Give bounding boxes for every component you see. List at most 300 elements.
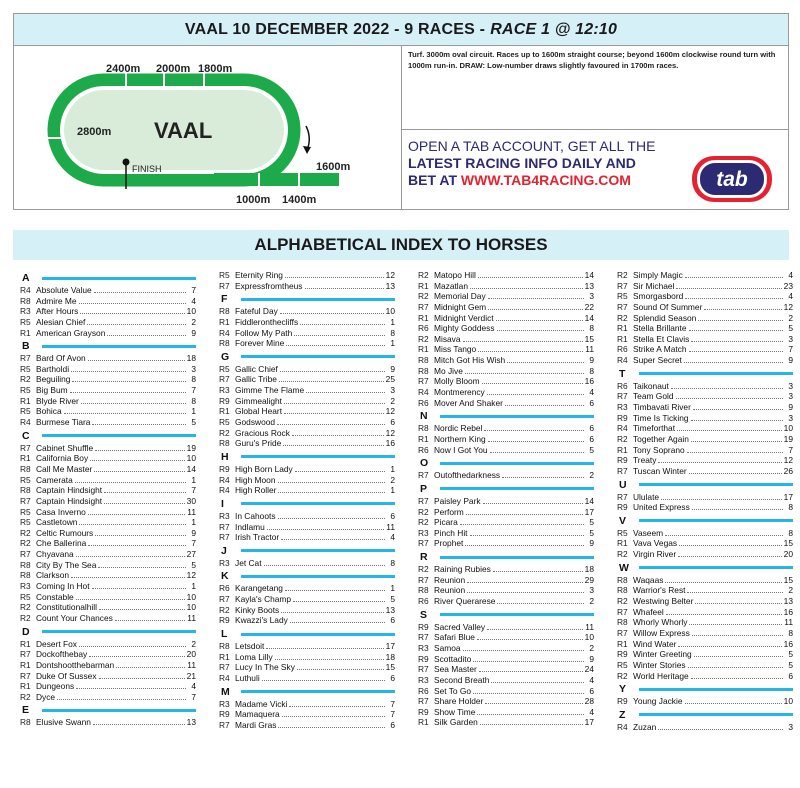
horse-number: 20: [783, 549, 793, 560]
leader-dots: [280, 308, 384, 314]
horse-name: Willow Express: [633, 627, 690, 638]
letter-divider: [42, 434, 196, 437]
horse-name: Reunion: [434, 574, 466, 585]
letter-heading: [219, 498, 395, 510]
horse-entry: [219, 281, 395, 292]
leader-dots: [671, 383, 783, 389]
horse-entry: [20, 639, 196, 650]
horse-entry: [617, 302, 793, 313]
leader-dots: [300, 319, 385, 325]
leader-dots: [467, 587, 584, 593]
leader-dots: [70, 387, 186, 393]
race-code: R4: [219, 672, 230, 683]
horse-entry: [219, 583, 395, 594]
horse-name: Letsdoit: [235, 641, 265, 652]
horse-entry: [418, 398, 594, 409]
horse-number: 5: [788, 659, 793, 670]
leader-dots: [278, 477, 385, 483]
horse-entry: [418, 423, 594, 434]
horse-number: 18: [584, 564, 594, 575]
horse-name: Guru's Pride: [235, 438, 282, 449]
horse-name: Second Breath: [434, 674, 490, 685]
horse-name: High Roller: [235, 485, 277, 496]
race-code: R5: [20, 406, 31, 417]
horse-entry: [418, 376, 594, 387]
leader-dots: [305, 283, 384, 289]
letter-heading: [20, 626, 196, 638]
horse-number: 13: [385, 604, 395, 615]
horse-number: 1: [191, 474, 196, 485]
horse-entry: [418, 585, 594, 596]
race-code: R8: [20, 485, 31, 496]
leader-dots: [116, 662, 185, 668]
leader-dots: [306, 387, 385, 393]
horse-name: Absolute Value: [36, 285, 92, 295]
race-code: R9: [617, 649, 628, 660]
horse-number: 1: [191, 581, 196, 592]
horse-number: 17: [385, 641, 395, 652]
race-code: R1: [219, 406, 230, 417]
leader-dots: [76, 551, 185, 557]
horse-entry: [617, 334, 793, 345]
horse-entry: [219, 417, 395, 428]
race-code: R9: [418, 653, 429, 664]
horse-number: 19: [783, 433, 793, 444]
index-column-1: [20, 270, 196, 728]
letter-label: G: [221, 350, 230, 363]
horse-name: High Moon: [235, 474, 276, 485]
horse-number: 14: [584, 495, 594, 506]
horse-number: 7: [390, 709, 395, 720]
race-code: R7: [418, 301, 429, 312]
race-code: R1: [418, 717, 429, 728]
race-code: R2: [219, 427, 230, 438]
leader-dots: [294, 330, 385, 336]
horse-number: 5: [191, 559, 196, 570]
letter-label: L: [221, 628, 228, 641]
horse-name: Ululate: [633, 491, 660, 502]
horse-entry: [219, 605, 395, 616]
letter-divider: [241, 502, 395, 505]
race-code: R4: [219, 327, 230, 338]
horse-number: 17: [783, 491, 793, 502]
leader-dots: [694, 651, 783, 657]
leader-dots: [488, 304, 583, 310]
race-code: R8: [219, 641, 230, 652]
horse-entry: [219, 464, 395, 475]
leader-dots: [465, 368, 584, 374]
race-code: R8: [20, 717, 31, 728]
race-code: R6: [418, 444, 429, 455]
race-code: R9: [617, 696, 628, 707]
letter-label: A: [22, 272, 30, 284]
horse-name: Silk Garden: [434, 717, 478, 728]
horse-name: Mover And Shaker: [434, 397, 503, 408]
leader-dots: [493, 566, 583, 572]
leader-dots: [104, 498, 185, 504]
leader-dots: [507, 357, 584, 363]
horse-name: Time Is Ticking: [633, 412, 689, 423]
race-code: R5: [20, 316, 31, 327]
leader-dots: [689, 325, 783, 331]
horse-name: Big Bum: [36, 385, 68, 396]
leader-dots: [292, 430, 384, 436]
horse-name: Camerata: [36, 474, 73, 485]
horse-entry: [20, 485, 196, 496]
letter-label: C: [22, 429, 30, 442]
leader-dots: [665, 577, 781, 583]
leader-dots: [115, 615, 185, 621]
horse-number: 4: [788, 270, 793, 280]
letter-label: R: [420, 551, 428, 564]
letter-label: J: [221, 544, 227, 557]
horse-number: 7: [191, 285, 196, 295]
letter-label: N: [420, 410, 428, 423]
horse-number: 10: [584, 632, 594, 643]
horse-entry: [418, 323, 594, 334]
info-panel: [402, 46, 788, 210]
horse-entry: [418, 291, 594, 302]
race-header-panel: [13, 13, 789, 210]
horse-entry: [418, 517, 594, 528]
horse-entry: [418, 507, 594, 518]
race-code: R1: [418, 344, 429, 355]
horse-number: 3: [788, 333, 793, 344]
horse-name: Dontshootthebarman: [36, 659, 115, 670]
horse-entry: [219, 709, 395, 720]
horse-number: 14: [186, 463, 196, 474]
leader-dots: [267, 524, 385, 530]
leader-dots: [691, 336, 783, 342]
horse-number: 6: [589, 685, 594, 696]
leader-dots: [482, 378, 583, 384]
letter-label: Z: [619, 708, 626, 721]
horse-number: 15: [783, 538, 793, 549]
horse-entry: [219, 641, 395, 652]
horse-entry: [617, 344, 793, 355]
leader-dots: [262, 675, 385, 681]
horse-name: Share Holder: [434, 696, 484, 707]
horse-entry: [219, 438, 395, 449]
horse-name: Timeforthat: [633, 423, 676, 434]
horse-name: Mitch Got His Wish: [434, 355, 506, 366]
letter-label: T: [619, 367, 626, 380]
race-code: R1: [20, 681, 31, 692]
horse-entry: [219, 374, 395, 385]
race-code: R2: [20, 527, 31, 538]
track-diagram: [14, 46, 402, 210]
horse-entry: [20, 475, 196, 486]
horse-name: Captain Hindsight: [36, 495, 103, 506]
horse-number: 15: [385, 662, 395, 673]
horse-name: Follow My Path: [235, 327, 293, 338]
horse-number: 2: [191, 638, 196, 649]
horse-entry: [617, 549, 793, 560]
horse-entry: [219, 720, 395, 731]
horse-number: 3: [390, 385, 395, 396]
leader-dots: [95, 530, 186, 536]
horse-entry: [418, 470, 594, 481]
horse-entry: [617, 585, 793, 596]
horse-name: Loma Lilly: [235, 651, 273, 662]
tab-logo-text: tab: [716, 168, 748, 191]
horse-number: 2: [589, 596, 594, 607]
race-code: R6: [418, 596, 429, 607]
horse-entry: [219, 673, 395, 684]
horse-name: Set To Go: [434, 685, 472, 696]
leader-dots: [76, 683, 186, 689]
leader-dots: [280, 366, 385, 372]
race-code: R1: [418, 280, 429, 291]
horse-entry: [219, 317, 395, 328]
horse-number: 12: [385, 270, 395, 280]
leader-dots: [88, 509, 185, 515]
horse-entry: [617, 391, 793, 402]
horse-number: 8: [788, 627, 793, 638]
leader-dots: [76, 594, 185, 600]
horse-entry: [20, 507, 196, 518]
leader-dots: [285, 585, 385, 591]
horse-number: 8: [390, 557, 395, 568]
race-code: R2: [20, 374, 31, 385]
horse-number: 5: [390, 594, 395, 605]
leader-dots: [478, 272, 583, 278]
race-code: R8: [219, 306, 230, 317]
race-code: R1: [219, 316, 230, 327]
horse-name: Constitutionalhill: [36, 602, 97, 613]
horse-name: Fateful Day: [235, 306, 278, 317]
race-code: R8: [219, 438, 230, 449]
horse-number: 17: [584, 717, 594, 728]
horse-name: Gallic Tribe: [235, 374, 277, 385]
horse-name: Coming In Hot: [36, 581, 90, 592]
horse-number: 1: [390, 338, 395, 349]
track-map: [14, 46, 402, 210]
horse-number: 11: [187, 506, 196, 517]
leader-dots: [88, 540, 186, 546]
horse-name: Vava Vegas: [633, 538, 678, 549]
race-code: R7: [418, 664, 429, 675]
horse-entry: [20, 296, 196, 307]
horse-name: Reunion: [434, 585, 466, 596]
horse-name: Show Time: [434, 706, 476, 717]
horse-number: 15: [783, 574, 793, 585]
race-code: R2: [418, 564, 429, 575]
horse-number: 8: [390, 327, 395, 338]
horse-number: 2: [390, 474, 395, 485]
horse-entry: [617, 455, 793, 466]
race-code: R7: [617, 391, 628, 402]
horse-name: High Born Lady: [235, 463, 293, 474]
label-finish: FINISH: [132, 164, 162, 174]
horse-number: 29: [584, 574, 594, 585]
letter-divider: [639, 519, 793, 522]
horse-number: 18: [385, 651, 395, 662]
race-code: R1: [617, 333, 628, 344]
race-code: R1: [617, 538, 628, 549]
horse-entry: [617, 538, 793, 549]
label-1400m: 1400m: [282, 194, 317, 206]
letter-heading: [219, 545, 395, 557]
horse-name: Forever Mine: [235, 338, 285, 349]
horse-number: 4: [390, 532, 395, 543]
race-code: R7: [617, 280, 628, 291]
horse-name: Midnight Verdict: [434, 312, 494, 323]
horse-name: Warrior's Rest: [633, 585, 686, 596]
horse-entry: [20, 549, 196, 560]
leader-dots: [488, 436, 584, 442]
race-code: R7: [418, 376, 429, 387]
horse-name: Midnight Gem: [434, 301, 487, 312]
leader-dots: [687, 587, 783, 593]
horse-number: 10: [186, 591, 196, 602]
letter-label: B: [22, 340, 30, 353]
horse-entry: [219, 306, 395, 317]
horse-entry: [418, 528, 594, 539]
horse-name: California Boy: [36, 453, 89, 464]
horse-number: 5: [589, 444, 594, 455]
race-code: R8: [418, 423, 429, 434]
leader-dots: [282, 711, 385, 717]
horse-name: Captain Hindsight: [36, 485, 103, 496]
letter-label: I: [221, 497, 224, 510]
leader-dots: [295, 466, 385, 472]
horse-name: Sacred Valley: [434, 621, 486, 632]
horse-number: 7: [788, 344, 793, 355]
race-code: R8: [617, 574, 628, 585]
horse-number: 12: [186, 570, 196, 581]
horse-name: Gimmealight: [235, 395, 283, 406]
horse-number: 6: [390, 719, 395, 730]
promo-line-2: LATEST RACING INFO DAILY AND: [408, 155, 636, 171]
horse-number: 3: [589, 585, 594, 596]
horse-entry: [219, 406, 395, 417]
horse-number: 6: [390, 615, 395, 626]
horse-name: Raining Rubies: [434, 564, 491, 575]
horse-entry: [20, 681, 196, 692]
horse-entry: [617, 575, 793, 586]
horse-name: City By The Sea: [36, 559, 97, 570]
horse-name: Pinch Hit: [434, 527, 468, 538]
letter-label: D: [22, 625, 30, 638]
letter-divider: [440, 556, 594, 559]
letter-label: P: [420, 482, 428, 495]
horse-name: Team Gold: [633, 391, 674, 402]
leader-dots: [264, 560, 385, 566]
leader-dots: [484, 425, 584, 431]
race-code: R4: [219, 485, 230, 496]
race-code: R7: [418, 632, 429, 643]
horse-number: 19: [186, 442, 196, 453]
horse-number: 6: [390, 672, 395, 683]
horse-name: Outofthedarkness: [434, 470, 501, 481]
race-code: R3: [617, 402, 628, 413]
horse-entry: [20, 671, 196, 682]
leader-dots: [293, 596, 385, 602]
horse-number: 7: [191, 385, 196, 396]
horse-number: 9: [589, 538, 594, 549]
horse-number: 17: [584, 506, 594, 517]
letter-label: E: [22, 704, 30, 717]
race-code: R8: [418, 355, 429, 366]
horse-name: Kayla's Champ: [235, 594, 292, 605]
tab-logo: [690, 154, 774, 204]
leader-dots: [661, 494, 782, 500]
race-code: R2: [617, 670, 628, 681]
label-1600m: 1600m: [316, 161, 351, 173]
race-code: R7: [219, 521, 230, 532]
race-code: R7: [219, 532, 230, 543]
horse-number: 11: [585, 621, 594, 632]
horse-name: Sir Michael: [633, 280, 675, 291]
leader-dots: [676, 393, 784, 399]
leader-dots: [71, 572, 185, 578]
horse-number: 9: [191, 527, 196, 538]
horse-name: Indlamu: [235, 521, 265, 532]
letter-heading: [219, 451, 395, 463]
horse-name: Taikonaut: [633, 380, 669, 391]
race-code: R2: [617, 270, 628, 280]
letter-divider: [42, 277, 196, 280]
leader-dots: [685, 272, 783, 278]
horse-number: 22: [584, 301, 594, 312]
label-2400m: 2400m: [106, 63, 141, 75]
horse-name: Gallic Chief: [235, 363, 278, 374]
horse-name: After Hours: [36, 306, 79, 317]
leader-dots: [691, 415, 783, 421]
horse-number: 2: [191, 316, 196, 327]
race-code: R1: [20, 638, 31, 649]
race-code: R2: [20, 602, 31, 613]
horse-number: 4: [589, 706, 594, 717]
promo-url-link[interactable]: WWW.TAB4RACING.COM: [460, 172, 631, 188]
leader-dots: [278, 487, 385, 493]
leader-dots: [99, 604, 185, 610]
horse-entry: [418, 334, 594, 345]
horse-number: 26: [783, 465, 793, 476]
leader-dots: [107, 330, 186, 336]
horse-entry: [219, 364, 395, 375]
leader-dots: [693, 404, 783, 410]
horse-number: 1: [390, 316, 395, 327]
race-code: R9: [617, 502, 628, 513]
horse-number: 12: [783, 301, 793, 312]
race-code: R7: [617, 491, 628, 502]
horse-name: Memorial Day: [434, 291, 486, 302]
horse-name: Karangetang: [235, 583, 283, 594]
leader-dots: [284, 398, 385, 404]
horse-entry: [219, 532, 395, 543]
race-code: R2: [418, 270, 429, 280]
horse-number: 9: [589, 355, 594, 366]
horse-number: 4: [191, 681, 196, 692]
horse-number: 7: [191, 691, 196, 702]
letter-heading: [617, 709, 793, 721]
horse-entry: [219, 652, 395, 663]
horse-entry: [418, 281, 594, 292]
race-code: R4: [219, 474, 230, 485]
horse-name: Safari Blue: [434, 632, 475, 643]
letter-divider: [241, 633, 395, 636]
horse-entry: [20, 581, 196, 592]
race-code: R8: [20, 570, 31, 581]
horse-entry: [219, 522, 395, 533]
horse-name: Bohica: [36, 406, 62, 417]
horse-name: World Heritage: [633, 670, 689, 681]
label-1000m: 1000m: [236, 194, 271, 206]
horse-number: 24: [584, 664, 594, 675]
race-code: R6: [418, 323, 429, 334]
